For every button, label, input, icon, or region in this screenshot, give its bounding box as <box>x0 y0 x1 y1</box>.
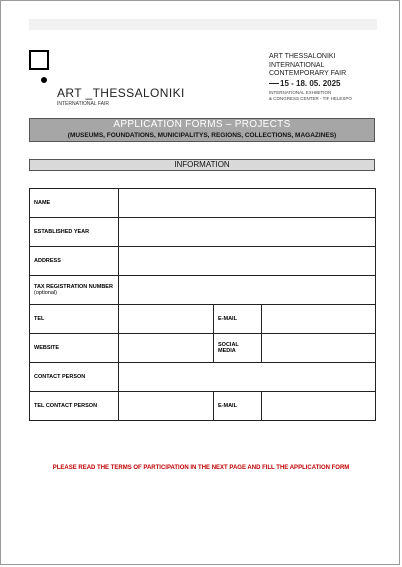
name-label: NAME <box>30 189 119 218</box>
fair-info <box>269 53 375 102</box>
tel-label: TEL <box>30 305 119 334</box>
venue-line: & CONGRESS CENTER - TIF HELEXPO <box>269 96 352 101</box>
table-row <box>30 305 376 334</box>
name-field[interactable] <box>119 189 376 218</box>
email2-field[interactable] <box>262 392 376 421</box>
tel-contact-person-field[interactable] <box>119 392 214 421</box>
form-title: APPLICATION FORMS – PROJECTS <box>113 119 291 130</box>
logo-text: ART _THESSALONIKI <box>57 86 185 100</box>
table-row <box>30 276 376 305</box>
information-heading: INFORMATION <box>29 159 375 171</box>
form-title-box <box>29 118 375 142</box>
form-subtitle: (MUSEUMS, FOUNDATIONS, MUNICIPALITYS, REGIONS, COLLECTIONS, MAGAZINES) <box>67 132 337 139</box>
website-label: WEBSITE <box>30 334 119 363</box>
address-label: ADDRESS <box>30 247 119 276</box>
terms-note: PLEASE READ THE TERMS OF PARTICIPATION IN THE NEXT PAGE AND FILL THE APPLICATION FORM <box>52 465 350 471</box>
tax-number-label <box>30 276 119 305</box>
venue-line: INTERNATIONAL EXHIBITION <box>269 90 332 95</box>
fair-venue <box>269 90 375 102</box>
established-year-label: ESTABLISHED YEAR <box>30 218 119 247</box>
established-year-field[interactable] <box>119 218 376 247</box>
contact-person-field[interactable] <box>119 363 376 392</box>
fair-dates: 15 - 18. 05. 2025 <box>269 80 375 89</box>
table-row <box>30 189 376 218</box>
logo-square-icon <box>29 50 49 70</box>
table-row <box>30 392 376 421</box>
website-field[interactable] <box>119 334 214 363</box>
fair-line: INTERNATIONAL <box>269 61 325 69</box>
social-media-field[interactable] <box>262 334 376 363</box>
information-table <box>29 188 376 421</box>
address-field[interactable] <box>119 247 376 276</box>
tel-contact-person-label: TEL CONTACT PERSON <box>30 392 119 421</box>
table-row <box>30 363 376 392</box>
email-label: E-MAIL <box>214 305 262 334</box>
tel-field[interactable] <box>119 305 214 334</box>
top-bar <box>29 19 377 30</box>
email-field[interactable] <box>262 305 376 334</box>
social-media-label: SOCIAL MEDIA <box>214 334 262 363</box>
email2-label: E-MAIL <box>214 392 262 421</box>
tax-number-field[interactable] <box>119 276 376 305</box>
fair-line: ART THESSALONIKI <box>269 53 336 60</box>
table-row <box>30 218 376 247</box>
logo-dot-icon <box>41 77 47 83</box>
table-row <box>30 334 376 363</box>
contact-person-label: CONTACT PERSON <box>30 363 119 392</box>
table-row <box>30 247 376 276</box>
tax-number-label-text: TAX REGISTRATION NUMBER <box>34 284 113 290</box>
fair-line: CONTEMPORARY FAIR <box>269 70 347 77</box>
logo-subtitle: INTERNATIONAL FAIR <box>57 101 109 107</box>
tax-number-optional: (optional) <box>34 290 57 296</box>
